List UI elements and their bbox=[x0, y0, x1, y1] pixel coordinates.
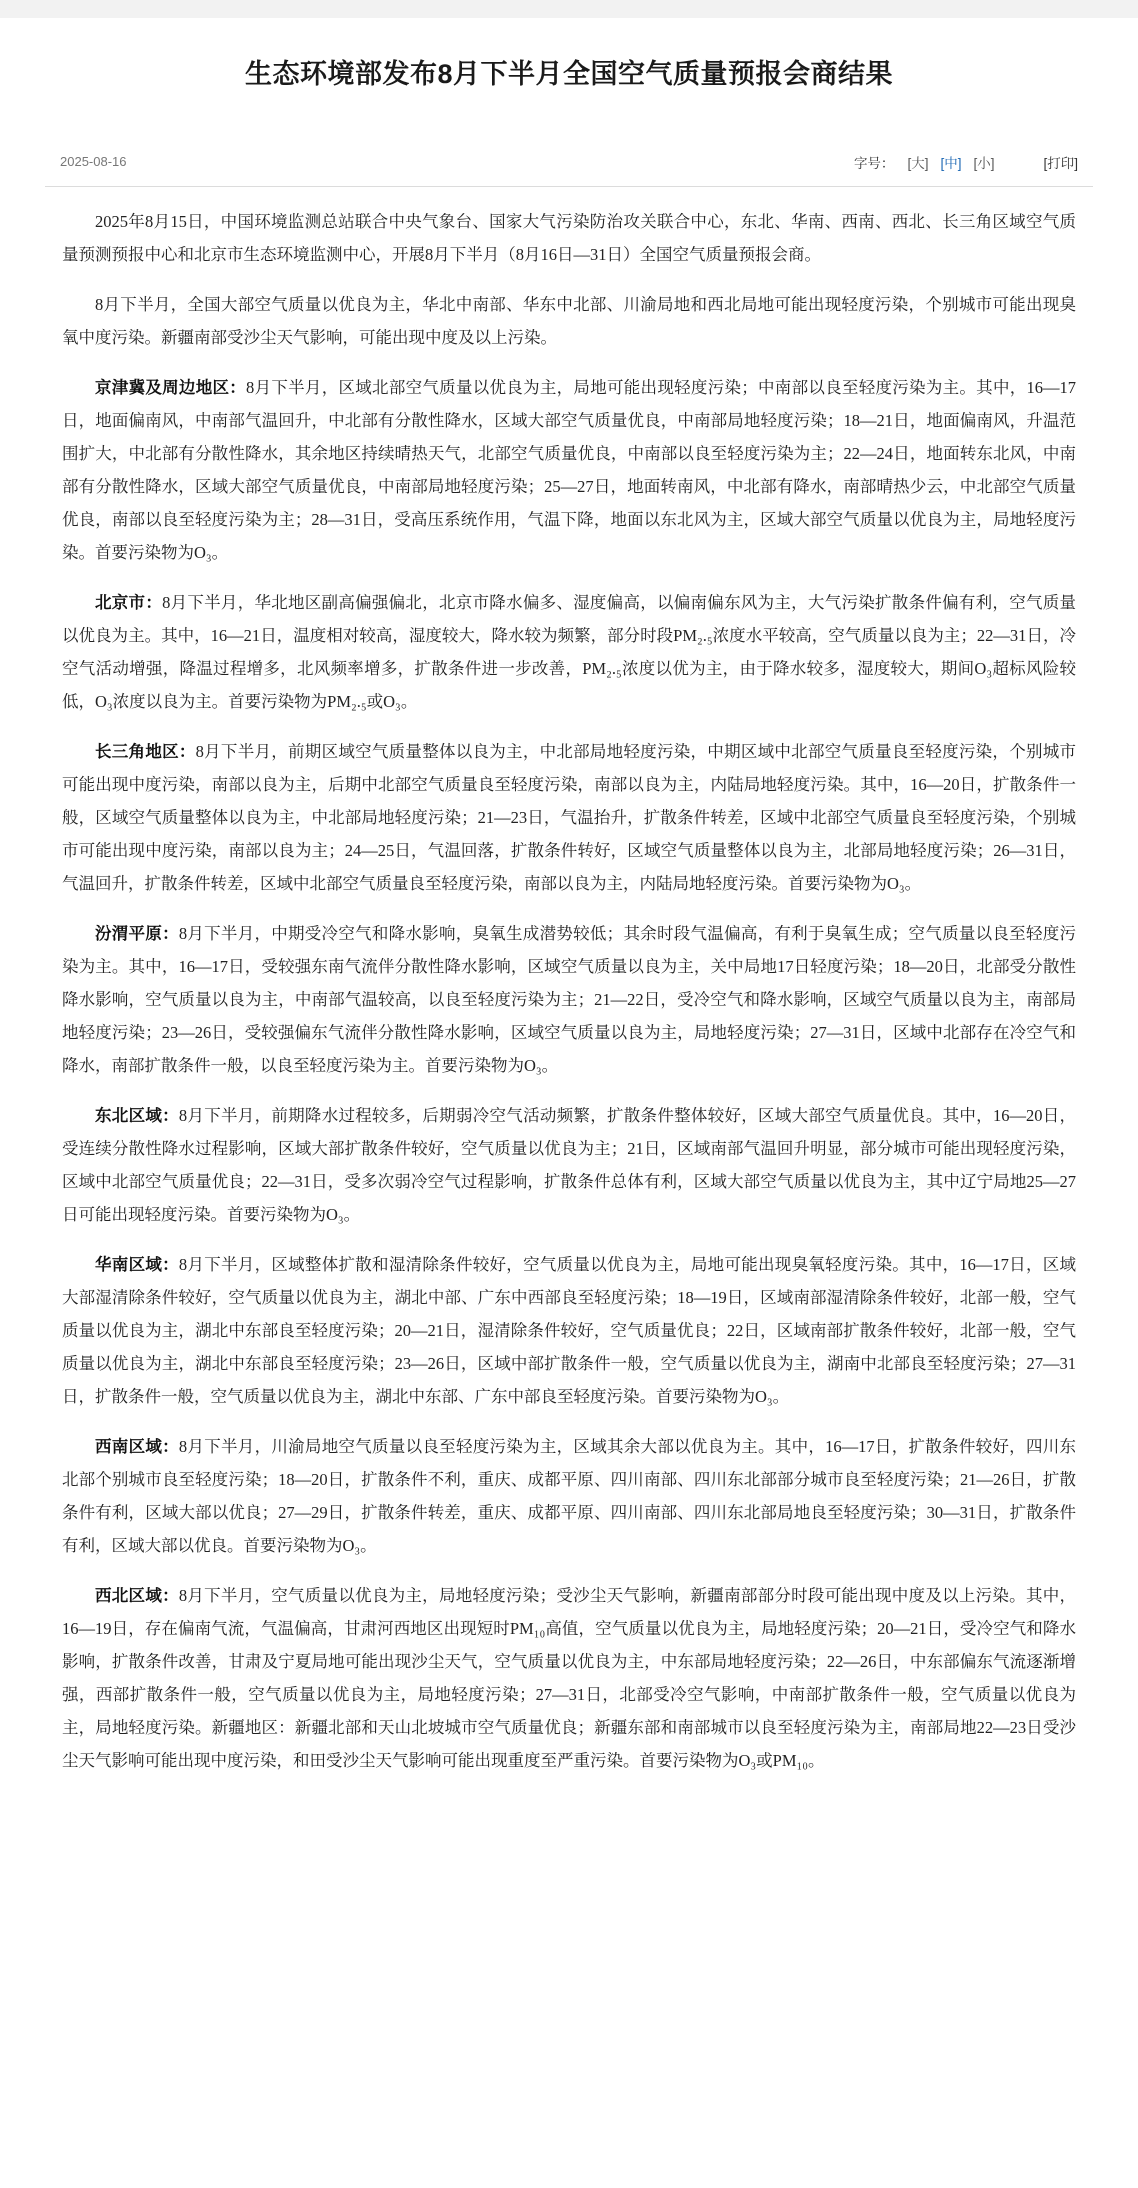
paragraph-text: 8月下半月，前期区域空气质量整体以良为主，中北部局地轻度污染，中期区域中北部空气质量良至轻度污染，个别城市可能出现中度污染，南部以良为主，后期中北部空气质量良至轻度污染，南部以良为主，内陆局地轻度污染。其中，16—20日，扩散条件一般，区域空气质量整体以良为主，中北部局地轻度污染；21—23日，气温抬升，扩散条件转差，区域中北部空气质量良至轻度污染，个别城市可能出现中度污染，南部以良为主；24—25日，气温回落，扩散条件转好，区域空气质量整体以良为主，北部局地轻度污染；26—31日，气温回升，扩散条件转差，区域中北部空气质量良至轻度污染，南部以良为主，内陆局地轻度污染。首要污染物为O₃。 bbox=[62, 741, 1077, 893]
paragraph-intro bbox=[62, 205, 1076, 271]
paragraph-lead: 西南区域： bbox=[95, 1436, 179, 1456]
print-button[interactable]: [打印] bbox=[1043, 155, 1078, 171]
paragraph-text: 8月下半月，华北地区副高偏强偏北，北京市降水偏多、湿度偏高，以偏南偏东风为主，大气污染扩散条件偏有利，空气质量以优良为主。其中，16—21日，温度相对较高，湿度较大，降水较为频繁，部分时段PM₂.₅浓度水平较高，空气质量以良为主；22—31日，冷空气活动增强，降温过程增多，北风频率增多，扩散条件进一步改善，PM₂.₅浓度以优为主，由于降水较多，湿度较大，期间O₃超标风险较低，O₃浓度以良为主。首要污染物为PM₂.₅或O₃。 bbox=[62, 592, 1077, 711]
paragraph-northwest bbox=[62, 1579, 1076, 1777]
paragraph-text: 8月下半月，区域整体扩散和湿清除条件较好，空气质量以优良为主，局地可能出现臭氧轻度污染。其中，16—17日，区域大部湿清除条件较好，空气质量以优良为主，湖北中部、广东中西部良至轻度污染；18—19日，区域南部湿清除条件较好，北部一般，空气质量以优良为主，湖北中东部良至轻度污染；20—21日，湿清除条件较好，空气质量优良；22日，区域南部扩散条件较好，北部一般，空气质量以优良为主，湖北中东部良至轻度污染；23—26日，区域中部扩散条件一般，空气质量以优良为主，湖南中北部良至轻度污染；27—31日，扩散条件一般，空气质量以优良为主，湖北中东部、广东中部良至轻度污染。首要污染物为O₃。 bbox=[62, 1254, 1076, 1406]
paragraph-southwest bbox=[62, 1430, 1076, 1562]
paragraph-text: 8月下半月，全国大部空气质量以优良为主，华北中南部、华东中北部、川渝局地和西北局地可能出现轻度污染，个别城市可能出现臭氧中度污染。新疆南部受沙尘天气影响，可能出现中度及以上污染。 bbox=[62, 294, 1076, 347]
paragraph-lead: 西北区域： bbox=[95, 1585, 179, 1605]
paragraph-text: 8月下半月，空气质量以优良为主，局地轻度污染；受沙尘天气影响，新疆南部部分时段可能出现中度及以上污染。其中，16—19日，存在偏南气流，气温偏高，甘肃河西地区出现短时PM₁₀高值，空气质量以优良为主，局地轻度污染；20—21日，受冷空气和降水影响，扩散条件改善，甘肃及宁夏局地可能出现沙尘天气，空气质量以优良为主，中东部局地轻度污染；22—26日，中东部偏东气流逐渐增强，西部扩散条件一般，空气质量以优良为主，局地轻度污染；27—31日，北部受冷空气影响，中南部扩散条件一般，空气质量以优良为主，局地轻度污染。新疆地区：新疆北部和天山北坡城市空气质量优良；新疆东部和南部城市以良至轻度污染为主，南部局地22—23日受沙尘天气影响可能出现中度污染，和田受沙尘天气影响可能出现重度至严重污染。首要污染物为O₃或PM₁₀。 bbox=[62, 1585, 1077, 1770]
paragraph-text: 8月下半月，区域北部空气质量以优良为主，局地可能出现轻度污染；中南部以良至轻度污染为主。其中，16—17日，地面偏南风，中南部气温回升，中北部有分散性降水，区域大部空气质量优良，中南部局地轻度污染；18—21日，地面偏南风，升温范围扩大，中北部有分散性降水，其余地区持续晴热天气，北部空气质量优良，中南部以良至轻度污染为主；22—24日，地面转东北风，中南部有分散性降水，区域大部空气质量优良，中南部局地轻度污染；25—27日，地面转南风，中北部有降水，南部晴热少云，中北部空气质量优良，南部以良至轻度污染为主；28—31日，受高压系统作用，气温下降，地面以东北风为主，区域大部空气质量以优良为主，局地轻度污染。首要污染物为O₃。 bbox=[62, 377, 1076, 562]
article-page bbox=[0, 18, 1138, 2188]
paragraph-jingjinji bbox=[62, 371, 1076, 569]
paragraph-lead: 京津冀及周边地区： bbox=[95, 377, 247, 397]
page-title: 生态环境部发布8月下半月全国空气质量预报会商结果 bbox=[244, 59, 893, 90]
paragraph-beijing bbox=[62, 586, 1076, 718]
paragraph-fenwei-plain bbox=[62, 917, 1076, 1082]
paragraph-northeast bbox=[62, 1099, 1076, 1231]
paragraph-lead: 汾渭平原： bbox=[95, 923, 179, 943]
meta-controls bbox=[854, 152, 1078, 172]
paragraph-text: 8月下半月，川渝局地空气质量以良至轻度污染为主，区域其余大部以优良为主。其中，16—17日，扩散条件较好，四川东北部个别城市良至轻度污染；18—20日，扩散条件不利，重庆、成都平原、四川南部、四川东北部部分城市良至轻度污染；21—26日，扩散条件有利，区域大部以优良；27—29日，扩散条件转差，重庆、成都平原、四川南部、四川东北部局地良至轻度污染；30—31日，扩散条件有利，区域大部以优良。首要污染物为O₃。 bbox=[62, 1436, 1076, 1555]
paragraph-yangtze-delta bbox=[62, 735, 1076, 900]
paragraph-lead: 北京市： bbox=[95, 592, 163, 612]
paragraph-lead: 长三角地区： bbox=[95, 741, 196, 761]
article-body bbox=[0, 187, 1138, 1777]
paragraph-text: 2025年8月15日，中国环境监测总站联合中央气象台、国家大气污染防治攻关联合中心，东北、华南、西南、西北、长三角区域空气质量预测预报中心和北京市生态环境监测中心，开展8月下半月（8月16日—31日）全国空气质量预报会商。 bbox=[62, 211, 1076, 264]
paragraph-south-china bbox=[62, 1248, 1076, 1413]
paragraph-text: 8月下半月，前期降水过程较多，后期弱冷空气活动频繁，扩散条件整体较好，区域大部空气质量优良。其中，16—20日，受连续分散性降水过程影响，区域大部扩散条件较好，空气质量以优良为主；21日，区域南部气温回升明显，部分城市可能出现轻度污染，区域中北部空气质量优良；22—31日，受多次弱冷空气过程影响，扩散条件总体有利，区域大部空气质量以优良为主，其中辽宁局地25—27日可能出现轻度污染。首要污染物为O₃。 bbox=[62, 1105, 1076, 1224]
font-size-medium-option[interactable]: [中] bbox=[940, 155, 962, 171]
paragraph-text: 8月下半月，中期受冷空气和降水影响，臭氧生成潜势较低；其余时段气温偏高，有利于臭氧生成；空气质量以良至轻度污染为主。其中，16—17日，受较强东南气流伴分散性降水影响，区域空气质量以良为主，关中局地17日轻度污染；18—20日，北部受分散性降水影响，空气质量以良为主，中南部气温较高，以良至轻度污染为主；21—22日，受冷空气和降水影响，区域空气质量以良为主，南部局地轻度污染；23—26日，受较强偏东气流伴分散性降水影响，区域空气质量以良为主，局地轻度污染；27—31日，区域中北部存在冷空气和降水，南部扩散条件一般，以良至轻度污染为主。首要污染物为O₃。 bbox=[62, 923, 1077, 1075]
paragraph-lead: 东北区域： bbox=[95, 1105, 179, 1125]
article-meta-bar bbox=[0, 142, 1138, 186]
publish-date: 2025-08-16 bbox=[60, 154, 127, 170]
paragraph-summary bbox=[62, 288, 1076, 354]
font-size-small-option[interactable]: [小] bbox=[973, 155, 995, 171]
font-size-large-option[interactable]: [大] bbox=[907, 155, 929, 171]
paragraph-lead: 华南区域： bbox=[95, 1254, 179, 1274]
font-size-label: 字号： bbox=[853, 155, 895, 171]
